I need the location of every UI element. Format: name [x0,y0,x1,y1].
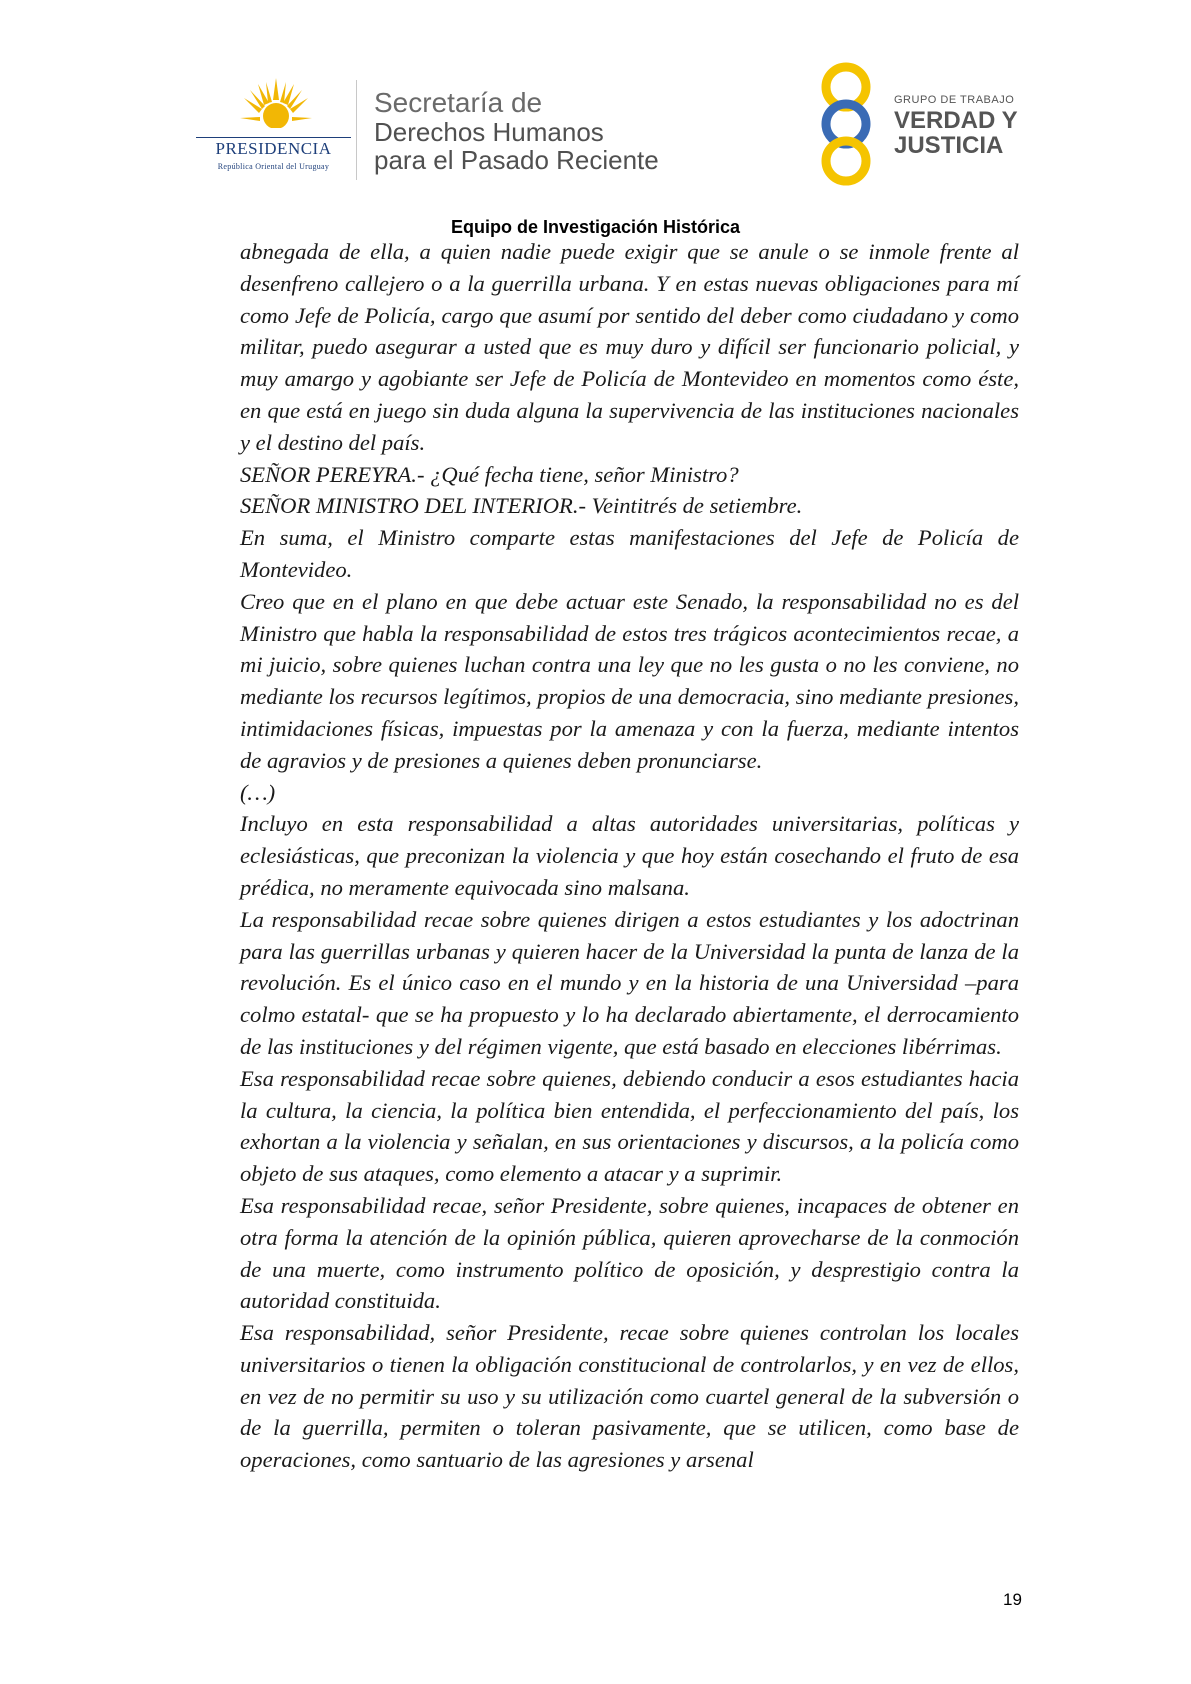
page-number: 19 [1003,1590,1022,1609]
presidencia-divider [196,137,351,138]
document-body [240,236,1019,1476]
paragraph: Incluyo en esta responsabilidad a altas autoridades universitarias, políticas y eclesiásticas, que preconizan la violencia y que hoy están cosechando el fruto de esa prédica, no meramente equivocada sino malsana. [240,811,1019,900]
presidencia-subtitle: República Oriental del Uruguay [217,162,330,171]
interlocked-rings-icon [808,62,884,186]
paragraph: En suma, el Ministro comparte estas manifestaciones del Jefe de Policía de Montevideo. [240,525,1019,582]
verdad-y-justicia-label [894,108,1018,158]
secretaria-line-2: Derechos Humanos [374,117,604,147]
verdad-justicia-logo [808,62,1028,187]
paragraph: SEÑOR MINISTRO DEL INTERIOR.- Veintitrés de setiembre. [240,493,803,519]
secretaria-line-3: para el Pasado Reciente [374,145,659,175]
secretaria-logo-text [374,88,659,174]
header-divider [356,80,357,180]
paragraph: La responsabilidad recae sobre quienes dirigen a estos estudiantes y los adoctrinan para las guerrillas urbanas y quieren hacer de la Universidad la punta de lanza de la revolución. Es el único caso en el mundo y en la historia de una Universidad –para colmo estatal- que se ha propuesto y lo ha declarado abiertamente, el derrocamiento de las instituciones y del régimen vigente, que está basado en elecciones libérrimas. [240,906,1019,1059]
justicia-line: JUSTICIA [894,132,1004,159]
paragraph: Esa responsabilidad recae sobre quienes, debiendo conducir a esos estudiantes hacia la cultura, la ciencia, la política bien entendida, el perfeccionamiento del país, los exhortan a la violencia y señalan, en sus orientaciones y discursos, a la policía como objeto de sus ataques, como elemento a atacar y a suprimir. [240,1065,1019,1187]
page-header [0,0,1191,220]
verdad-y-line: VERDAD Y [894,107,1018,134]
paragraph: abnegada de ella, a quien nadie puede exigir que se anule o se inmole frente al desenfreno callejero o a la guerrilla urbana. Y en estas nuevas obligaciones para mí como Jefe de Policía, cargo que asumí por sentido del deber como ciudadano y como militar, puedo asegurar a usted que es muy duro y difícil ser funcionario policial, y muy amargo y agobiante ser Jefe de Policía de Montevideo en momentos como éste, en que está en juego sin duda alguna la supervivencia de las instituciones nacionales y el destino del país. [240,239,1019,455]
presidencia-logo [196,76,351,176]
sun-emblem-icon [238,76,314,134]
paragraph: Creo que en el plano en que debe actuar este Senado, la responsabilidad no es del Ministro que habla la responsabilidad de estos tres trágicos acontecimientos recae, a mi juicio, sobre quienes luchan contra una ley que no les gusta o no les conviene, no mediante los recursos legítimos, propios de una democracia, sino mediante presiones, intimidaciones físicas, impuestas por la amenaza y con la fuerza, mediante intentos de agravios y de presiones a quienes deben pronunciarse. [240,588,1019,773]
presidencia-title: PRESIDENCIA [215,139,332,158]
paragraph: Esa responsabilidad recae, señor Presidente, sobre quienes, incapaces de obtener en otra forma la atención de la opinión pública, quieren aprovecharse de la conmoción de una muerte, como instrumento político de oposición, y desprestigio contra la autoridad constituida. [240,1192,1019,1314]
paragraph: Esa responsabilidad, señor Presidente, recae sobre quienes controlan los locales universitarios o tienen la obligación constitucional de controlarlos, y en vez de ellos, en vez de no permitir su uso y su utilización como cuartel general de la subversión o de la guerrilla, permiten o toleran pasivamente, que se utilicen, como base de operaciones, como santuario de las agresiones y arsenal [240,1320,1019,1473]
section-title: Equipo de Investigación Histórica [450,217,741,237]
paragraph: SEÑOR PEREYRA.- ¿Qué fecha tiene, señor Ministro? [240,461,739,487]
grupo-de-trabajo-label: GRUPO DE TRABAJO [894,94,1015,106]
secretaria-line-1: Secretaría de [374,87,543,118]
paragraph: (…) [240,779,276,805]
